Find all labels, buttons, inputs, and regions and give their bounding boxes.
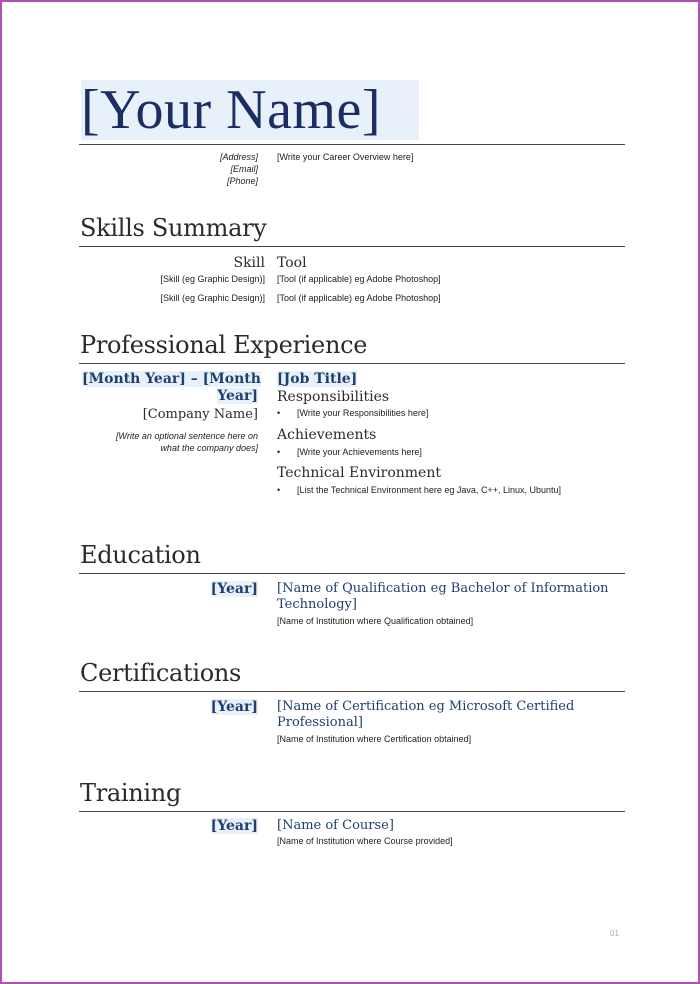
certification-institution: [Name of Institution where Certification obtained] bbox=[277, 734, 472, 744]
page-number: 01 bbox=[610, 929, 619, 938]
training-year bbox=[152, 818, 258, 834]
skills-heading: Skills Summary bbox=[80, 214, 267, 242]
bullet-icon: • bbox=[277, 408, 281, 418]
qualification-line-1: [Name of Qualification eg Bachelor of Information bbox=[277, 581, 609, 596]
header-rule bbox=[79, 144, 625, 145]
responsibilities-item bbox=[277, 408, 428, 418]
employment-dates bbox=[82, 371, 261, 387]
education-heading: Education bbox=[80, 541, 201, 569]
skill-row-1: [Skill (eg Graphic Design)] bbox=[160, 274, 265, 284]
achievements-item bbox=[277, 447, 422, 457]
tech-environment-label: Technical Environment bbox=[277, 465, 441, 481]
qualification-line-2: Technology] bbox=[277, 597, 357, 612]
certification-year bbox=[152, 699, 258, 715]
resume-name: [Your Name] bbox=[81, 80, 419, 140]
company-description-2: what the company does] bbox=[160, 443, 258, 453]
certification-name-line-1: [Name of Certification eg Microsoft Certified bbox=[277, 699, 575, 714]
training-rule bbox=[79, 811, 625, 812]
certification-year-text: [Year] bbox=[210, 699, 258, 715]
tech-environment-item bbox=[277, 485, 561, 495]
experience-rule bbox=[79, 363, 625, 364]
achievements-text: [Write your Achievements here] bbox=[297, 447, 422, 457]
responsibilities-text: [Write your Responsibilities here] bbox=[297, 408, 429, 418]
skill-column-header: Skill bbox=[233, 255, 265, 271]
education-year-text: [Year] bbox=[210, 581, 258, 597]
skills-rule bbox=[79, 246, 625, 247]
experience-heading: Professional Experience bbox=[80, 331, 368, 359]
tool-row-2: [Tool (if applicable) eg Adobe Photoshop] bbox=[277, 293, 441, 303]
certifications-rule bbox=[79, 691, 625, 692]
education-rule bbox=[79, 573, 625, 574]
phone-field: [Phone] bbox=[226, 176, 258, 186]
tool-row-1: [Tool (if applicable) eg Adobe Photoshop] bbox=[277, 274, 441, 284]
career-overview: [Write your Career Overview here] bbox=[277, 152, 414, 162]
tech-environment-text: [List the Technical Environment here eg Java, C++, Linux, Ubuntu] bbox=[297, 485, 561, 495]
job-title-text: [Job Title] bbox=[277, 371, 358, 387]
achievements-label: Achievements bbox=[277, 427, 377, 443]
training-year-text: [Year] bbox=[210, 818, 258, 834]
email-field: [Email] bbox=[230, 164, 258, 174]
tool-column-header: Tool bbox=[277, 255, 307, 271]
certifications-heading: Certifications bbox=[80, 659, 242, 687]
dates-line-2: Year] bbox=[217, 388, 258, 404]
course-name: [Name of Course] bbox=[277, 818, 394, 833]
skill-row-2: [Skill (eg Graphic Design)] bbox=[160, 293, 265, 303]
employment-dates-cont bbox=[82, 388, 258, 404]
education-institution: [Name of Institution where Qualification obtained] bbox=[277, 616, 474, 626]
company-description-1: [Write an optional sentence here on bbox=[115, 431, 258, 441]
education-year bbox=[152, 581, 258, 597]
job-title bbox=[277, 371, 357, 387]
bullet-icon: • bbox=[277, 485, 281, 495]
dates-line-1: [Month Year] – [Month bbox=[82, 371, 261, 387]
address-field: [Address] bbox=[219, 152, 258, 162]
responsibilities-label: Responsibilities bbox=[277, 389, 390, 405]
training-heading: Training bbox=[80, 779, 182, 807]
certification-name-line-2: Professional] bbox=[277, 715, 363, 730]
company-name: [Company Name] bbox=[142, 407, 258, 422]
bullet-icon: • bbox=[277, 447, 281, 457]
training-institution: [Name of Institution where Course provided] bbox=[277, 836, 453, 846]
